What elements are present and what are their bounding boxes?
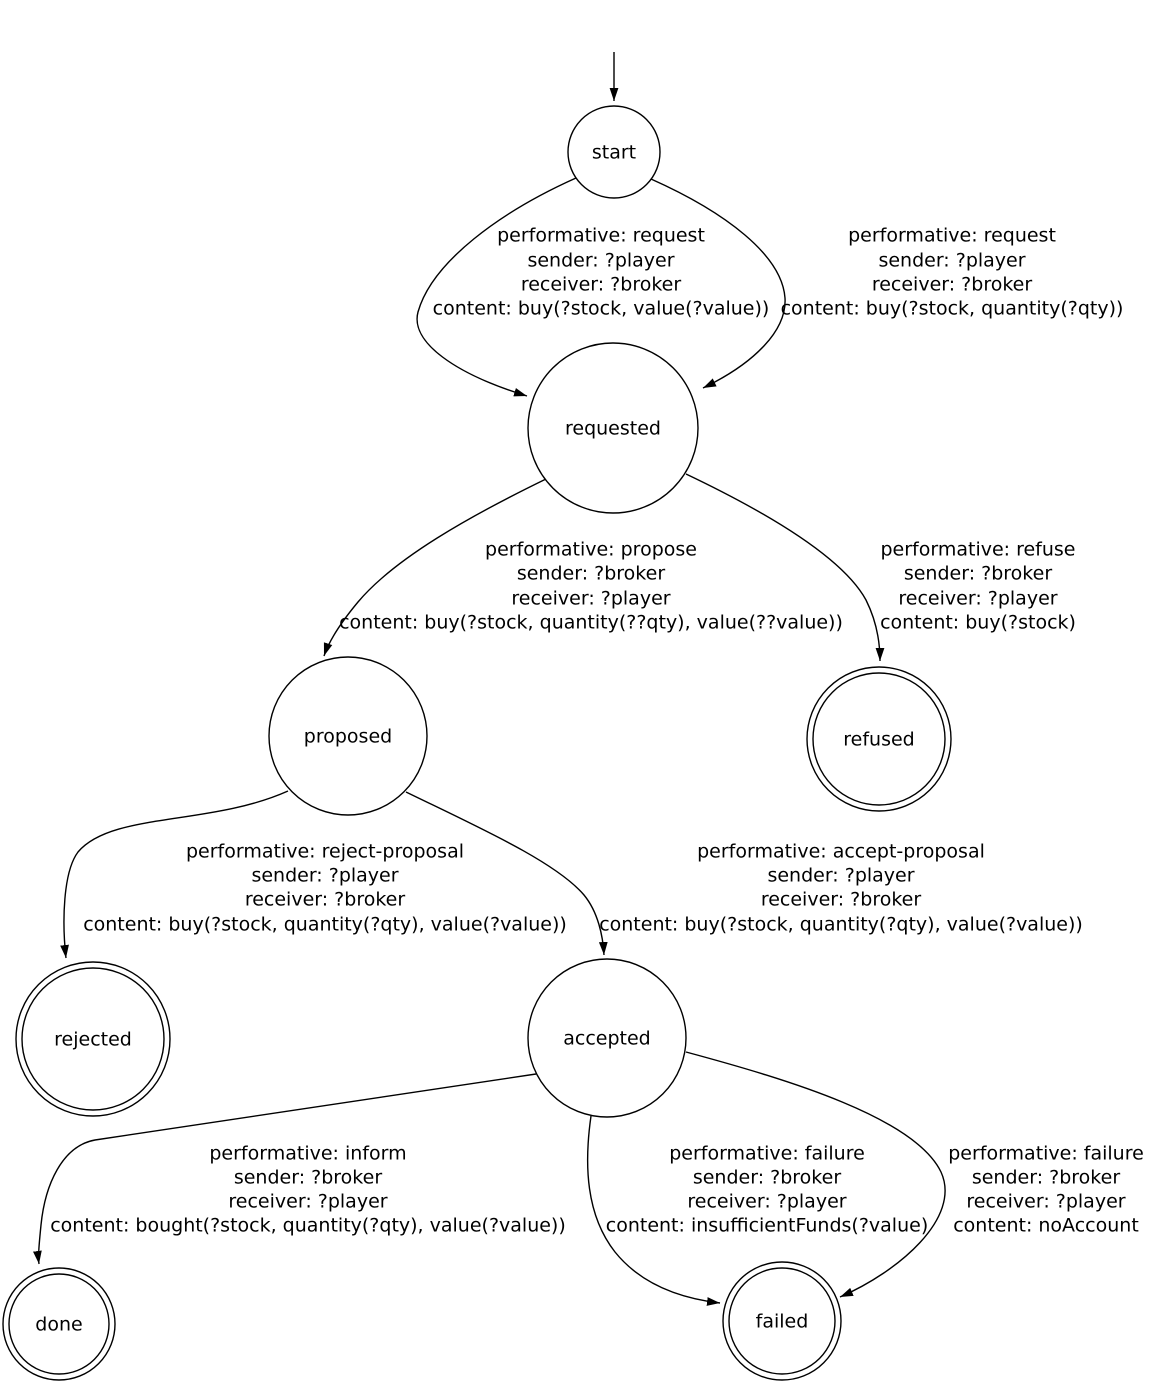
edge-label-line: receiver: ?player — [511, 587, 671, 610]
edge-label-requested-refused — [880, 539, 1076, 634]
state-node-start — [568, 106, 660, 198]
edge-label-line: content: noAccount — [953, 1214, 1139, 1237]
edge-label-line: receiver: ?player — [898, 587, 1058, 610]
edge-label-line: sender: ?player — [527, 249, 675, 272]
state-node-accepted — [528, 959, 686, 1117]
edge-label-line: performative: failure — [948, 1142, 1144, 1165]
state-label: accepted — [563, 1027, 651, 1050]
state-node-failed — [723, 1262, 841, 1380]
edge-label-line: performative: failure — [669, 1142, 865, 1165]
edge-label-line: receiver: ?player — [228, 1190, 388, 1213]
edge-label-line: content: buy(?stock) — [880, 611, 1076, 634]
edge-label-line: content: buy(?stock, quantity(?qty), value(?value)) — [599, 913, 1083, 936]
state-node-requested — [528, 343, 698, 513]
edge-label-line: performative: request — [497, 224, 705, 247]
edge-label-line: performative: inform — [209, 1142, 407, 1165]
edge-label-accepted-failed-noaccount — [948, 1143, 1144, 1237]
edge-label-line: sender: ?player — [767, 864, 915, 887]
edge-label-start-requested-value — [433, 225, 770, 320]
edge-label-line: sender: ?broker — [233, 1166, 383, 1189]
edge-label-line: performative: request — [848, 224, 1056, 247]
edge-label-line: content: buy(?stock, quantity(?qty)) — [780, 297, 1124, 320]
state-label: done — [35, 1313, 83, 1336]
edge-label-line: content: bought(?stock, quantity(?qty), value(?value)) — [50, 1214, 566, 1237]
edge-label-accepted-done — [50, 1143, 566, 1237]
edge-label-line: content: buy(?stock, value(?value)) — [432, 297, 770, 320]
edge-label-line: performative: reject-proposal — [186, 840, 464, 863]
edge-label-line: sender: ?player — [878, 249, 1026, 272]
state-node-proposed — [269, 657, 427, 815]
state-node-done — [3, 1268, 115, 1380]
state-node-rejected — [16, 962, 170, 1116]
state-label: start — [591, 141, 637, 164]
edge-label-line: content: insufficientFunds(?value) — [605, 1214, 929, 1237]
edge-label-line: receiver: ?player — [966, 1190, 1126, 1213]
edge-label-line: receiver: ?broker — [760, 888, 922, 911]
edges — [39, 52, 945, 1303]
edge-label-line: sender: ?player — [251, 864, 399, 887]
state-node-refused — [807, 667, 951, 811]
edge-label-line: receiver: ?broker — [244, 888, 406, 911]
edge-label-line: content: buy(?stock, quantity(??qty), value(??value)) — [339, 611, 843, 634]
edge-label-proposed-rejected — [83, 841, 567, 936]
state-label: requested — [565, 417, 661, 440]
edge-label-line: receiver: ?broker — [871, 273, 1033, 296]
edge-label-line: sender: ?broker — [692, 1166, 842, 1189]
edge-label-line: sender: ?broker — [971, 1166, 1121, 1189]
state-label: proposed — [303, 725, 393, 748]
edge-label-line: sender: ?broker — [903, 562, 1053, 585]
edge-label-line: performative: refuse — [880, 538, 1076, 561]
state-label: refused — [843, 728, 915, 751]
edge-label-start-requested-quantity — [781, 225, 1124, 320]
edge-label-line: receiver: ?broker — [520, 273, 682, 296]
edge-label-accepted-failed-insufficientfunds — [606, 1143, 928, 1237]
edge-label-line: performative: propose — [485, 538, 697, 561]
edge-label-line: content: buy(?stock, quantity(?qty), value(?value)) — [83, 913, 567, 936]
state-label: failed — [755, 1310, 809, 1333]
edge-label-proposed-accepted — [599, 841, 1083, 936]
edge-label-line: sender: ?broker — [516, 562, 666, 585]
edge-label-line: receiver: ?player — [687, 1190, 847, 1213]
edge-label-line: performative: accept-proposal — [697, 840, 985, 863]
state-label: rejected — [54, 1028, 132, 1051]
